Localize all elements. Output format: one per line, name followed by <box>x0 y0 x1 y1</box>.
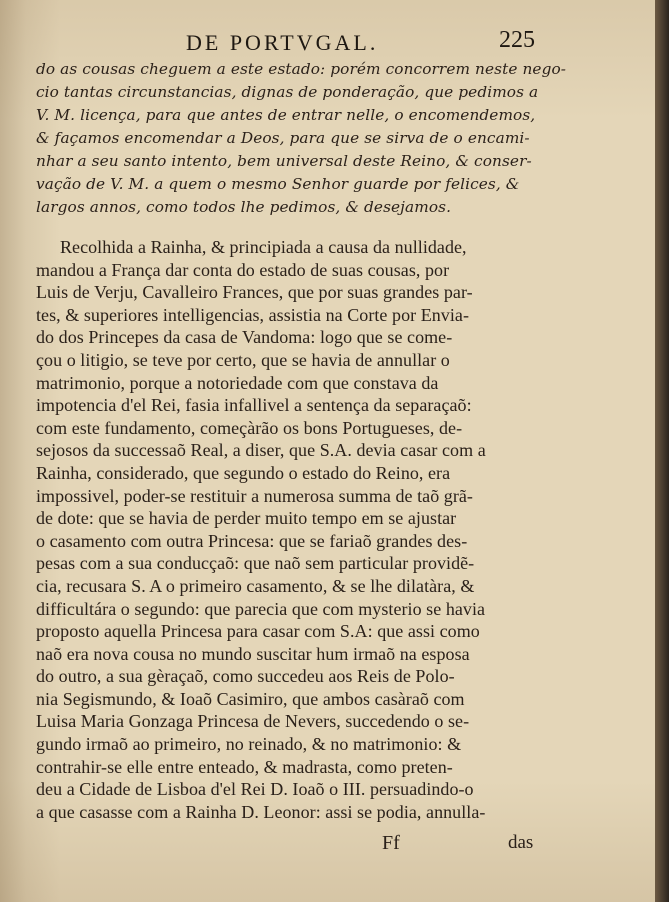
body-line: Recolhida a Rainha, & principiada a causa da nullidade, <box>60 237 467 257</box>
body-line: deu a Cidade de Lisboa d'el Rei D. Ioaõ o III. persuadindo-o <box>36 779 474 800</box>
body-line: matrimonio, porque a notoriedade com que constava da <box>36 372 439 393</box>
italic-line: largos annos, como todos lhe pedimos, & desejamos. <box>36 198 452 216</box>
body-line: çou o litigio, se teve por certo, que se havia de annullar o <box>36 349 450 370</box>
body-line: a que casasse com a Rainha D. Leonor: assi se podia, annulla- <box>36 801 486 822</box>
body-line: proposto aquella Princesa para casar com S.A: que assi como <box>36 621 480 642</box>
body-line: nia Segismundo, & Ioaõ Casimiro, que ambos casàraõ com <box>36 688 465 709</box>
body-line: mandou a França dar conta do estado de suas cousas, por <box>36 259 450 280</box>
body-line: naõ era nova cousa no mundo suscitar hum irmaõ na esposa <box>36 643 470 664</box>
italic-paragraph <box>36 58 567 219</box>
body-line: pesas com a sua conducçaõ: que naõ sem particular providẽ- <box>36 553 475 574</box>
body-line: Luis de Verju, Cavalleiro Frances, que por suas grandes par- <box>36 282 473 303</box>
body-line: difficultára o segundo: que parecia que com mysterio se havia <box>36 598 486 619</box>
body-line: tes, & superiores intelligencias, assistia na Corte por Envia- <box>36 304 469 325</box>
body-line: cia, recusara S. A o primeiro casamento, & se lhe dilatàra, & <box>36 575 475 596</box>
body-line: contrahir-se elle entre enteado, & madrasta, como preten- <box>36 756 453 777</box>
body-line: impotencia d'el Rei, fasia infallivel a sentença da separaçaõ: <box>36 395 472 416</box>
body-line: Rainha, considerado, que segundo o estado do Reino, era <box>36 462 451 483</box>
italic-line: nhar a seu santo intento, bem universal deste Reino, & conser- <box>36 152 532 170</box>
italic-line: vação de V. M. a quem o mesmo Senhor guarde por felices, & <box>36 175 520 193</box>
page-number: 225 <box>499 27 535 53</box>
body-line: do dos Princepes da casa de Vandoma: logo que se come- <box>36 327 453 348</box>
italic-line: V. M. licença, para que antes de entrar nelle, o encomendemos, <box>36 106 536 124</box>
body-line: com este fundamento, começàrão os bons Portugueses, de- <box>36 417 463 438</box>
catchword: das <box>508 832 534 853</box>
body-paragraph <box>36 236 546 823</box>
body-line: o casamento com outra Princesa: que se fariaõ grandes des- <box>36 530 468 551</box>
body-line: de dote: que se havia de perder muito tempo em se ajustar <box>36 508 457 529</box>
body-line: impossivel, poder-se restituir a numerosa summa de taõ grã- <box>36 485 473 506</box>
body-line: gundo irmaõ ao primeiro, no reinado, & no matrimonio: & <box>36 734 462 755</box>
body-line: Luisa Maria Gonzaga Princesa de Nevers, succedendo o se- <box>36 711 470 732</box>
body-line: do outro, a sua gèraçaõ, como succedeu aos Reis de Polo- <box>36 666 455 687</box>
italic-line: do as cousas cheguem a este estado: porém concorrem neste nego- <box>36 60 567 78</box>
italic-line: & façamos encomendar a Deos, para que se sirva de o encami- <box>36 129 530 147</box>
body-line: sejosos da successaõ Real, a diser, que S.A. devia casar com a <box>36 440 486 461</box>
signature-mark: Ff <box>382 832 400 854</box>
running-title: DE PORTVGAL. <box>186 30 379 55</box>
book-spine-edge <box>655 0 669 902</box>
italic-line: cio tantas circunstancias, dignas de ponderação, que pedimos a <box>36 83 539 101</box>
